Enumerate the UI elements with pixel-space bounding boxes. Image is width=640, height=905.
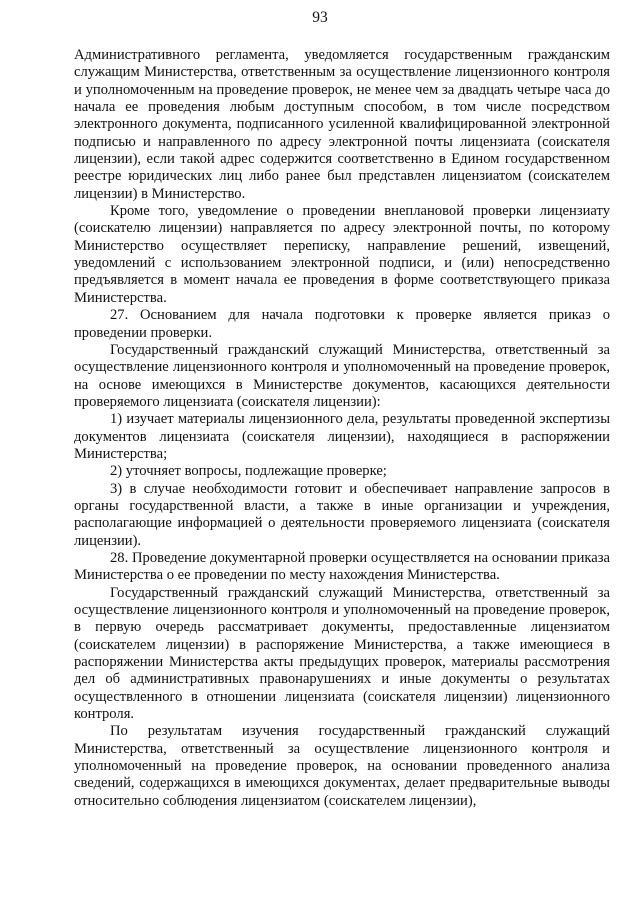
paragraph-regulation-notice: Административного регламента, уведомляется государственным гражданским служащим Министерства, ответственным за осуществление лицензионного контроля и уполномоченным на проведение проверок, не менее чем за двадцать четыре часа до начала ее проведения любым доступным способом, в том числе посредством электронного документа, подписанного усиленной квалифицированной электронной подписью и направленного по адресу электронной почты лицензиата (соискателя лицензии), если такой адрес содержится соответственно в Едином государственном реестре юридических лиц либо ранее был представлен лицензиатом (соискателем лицензии) в Министерство. [74, 47, 610, 202]
document-body [74, 47, 610, 810]
list-item-2: 2) уточняет вопросы, подлежащие проверке; [110, 463, 387, 480]
paragraph-item-27: 27. Основанием для начала подготовки к проверке является приказ о проведении проверки. [74, 307, 610, 341]
paragraph-document-review: Государственный гражданский служащий Министерства, ответственный за осуществление лицензионного контроля и уполномоченный на проведение проверок, в первую очередь рассматривает документы, предоставленные лицензиатом (соискателем лицензии) в распоряжение Министерства, а также имеющиеся в распоряжении Министерства акты предыдущих проверок, материалы рассмотрения дел об административных правонарушениях и иные документы о результатах осуществленного в отношении лицензиата (соискателя лицензии) лицензионного контроля. [74, 584, 610, 723]
paragraph-inspector-duties: Государственный гражданский служащий Министерства, ответственный за осуществление лицензионного контроля и уполномоченный на проведение проверок, на основе имеющихся в Министерстве документов, касающихся деятельности проверяемого лицензиата (соискателя лицензии): [74, 341, 610, 410]
page-number: 93 [312, 9, 328, 26]
paragraph-review-results: По результатам изучения государственный гражданский служащий Министерства, ответственный за осуществление лицензионного контроля и уполномоченный на проведение проверок, на основании проведенного анализа сведений, содержащихся в имеющихся документах, делает предварительные выводы относительно соблюдения лицензиатом (соискателем лицензии), [74, 723, 610, 809]
list-item-3: 3) в случае необходимости готовит и обеспечивает направление запросов в органы государственной власти, а также в иные организации и учреждения, располагающие информацией о деятельности проверяемого лицензиата (соискателя лицензии). [74, 480, 610, 549]
list-item-1: 1) изучает материалы лицензионного дела, результаты проведенной экспертизы документов лицензиата (соискателя лицензии), находящиеся в распоряжении Министерства; [74, 411, 610, 462]
paragraph-item-28: 28. Проведение документарной проверки осуществляется на основании приказа Министерства о ее проведении по месту нахождения Министерства. [74, 549, 610, 584]
paragraph-email-notice: Кроме того, уведомление о проведении внеплановой проверки лицензиату (соискателю лицензии) направляется по адресу электронной почты, по которому Министерство осуществляет переписку, направление решений, извещений, уведомлений с использованием электронной подписи, и (или) непосредственно предъявляется в момент начала ее проведения в форме соответствующего приказа Министерства. [74, 203, 610, 306]
